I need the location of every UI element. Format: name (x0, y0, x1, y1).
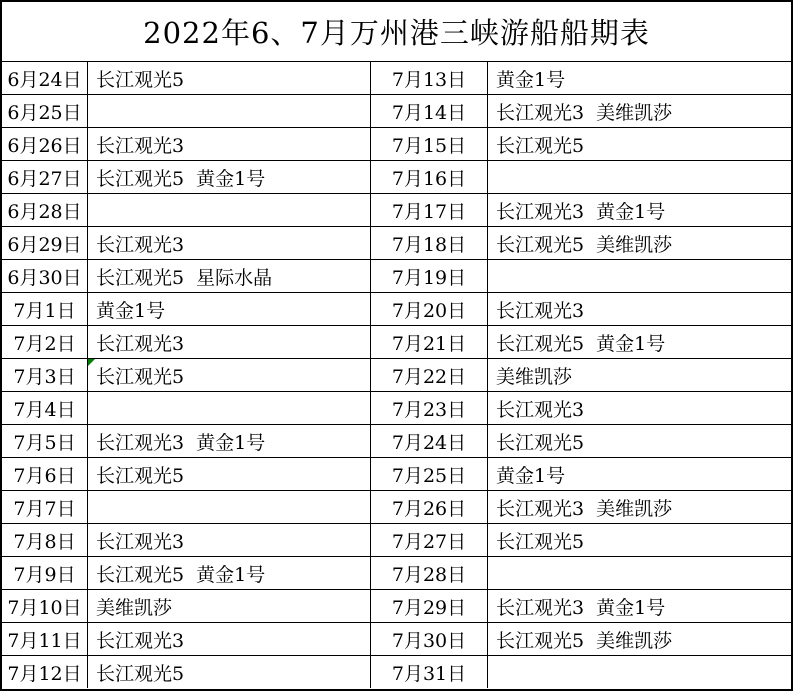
date-cell-left: 7月6日 (2, 458, 87, 490)
ships-cell-left: 黄金1号 (88, 293, 370, 325)
date-cell-left: 6月25日 (2, 95, 87, 127)
date-cell-right: 7月18日 (371, 227, 487, 259)
ships-cell-right: 黄金1号 (488, 62, 791, 94)
date-cell-left: 6月24日 (2, 62, 87, 94)
ships-cell-left (88, 392, 370, 424)
date-cell-right: 7月28日 (371, 557, 487, 589)
date-cell-left: 6月27日 (2, 161, 87, 193)
ships-cell-left: 长江观光5 黄金1号 (88, 161, 370, 193)
date-cell-right: 7月27日 (371, 524, 487, 556)
date-cell-left: 7月8日 (2, 524, 87, 556)
date-cell-right: 7月26日 (371, 491, 487, 523)
date-cell-left: 7月2日 (2, 326, 87, 358)
ships-cell-right: 长江观光5 美维凯莎 (488, 623, 791, 655)
date-cell-right: 7月25日 (371, 458, 487, 490)
ships-cell-right: 长江观光3 (488, 293, 791, 325)
date-cell-right: 7月13日 (371, 62, 487, 94)
ships-cell-right: 长江观光5 (488, 524, 791, 556)
date-cell-left: 6月30日 (2, 260, 87, 292)
ships-cell-right (488, 557, 791, 589)
date-cell-right: 7月22日 (371, 359, 487, 391)
date-cell-right: 7月16日 (371, 161, 487, 193)
ships-cell-right: 美维凯莎 (488, 359, 791, 391)
error-indicator-icon (88, 359, 95, 366)
ships-cell-left: 长江观光3 (88, 227, 370, 259)
date-cell-right: 7月14日 (371, 95, 487, 127)
date-cell-left: 7月9日 (2, 557, 87, 589)
ships-cell-right: 长江观光5 黄金1号 (488, 326, 791, 358)
ships-cell-right: 长江观光3 黄金1号 (488, 194, 791, 226)
ships-cell-left: 长江观光3 黄金1号 (88, 425, 370, 457)
page-title: 2022年6、7月万州港三峡游船船期表 (2, 2, 791, 62)
date-cell-right: 7月30日 (371, 623, 487, 655)
date-cell-right: 7月21日 (371, 326, 487, 358)
ships-cell-left (88, 194, 370, 226)
ships-cell-right: 长江观光3 美维凯莎 (488, 491, 791, 523)
date-cell-right: 7月29日 (371, 590, 487, 622)
ships-cell-right: 长江观光5 (488, 425, 791, 457)
ships-cell-left: 长江观光5 星际水晶 (88, 260, 370, 292)
date-cell-right: 7月24日 (371, 425, 487, 457)
date-cell-right: 7月31日 (371, 656, 487, 688)
ships-cell-left (88, 95, 370, 127)
ships-cell-left: 长江观光3 (88, 524, 370, 556)
ships-cell-left: 长江观光5 (88, 458, 370, 490)
date-cell-left: 7月5日 (2, 425, 87, 457)
date-cell-left: 6月29日 (2, 227, 87, 259)
date-cell-left: 7月4日 (2, 392, 87, 424)
date-cell-left: 7月10日 (2, 590, 87, 622)
date-cell-right: 7月23日 (371, 392, 487, 424)
ships-cell-right (488, 656, 791, 688)
ships-cell-right: 黄金1号 (488, 458, 791, 490)
date-cell-right: 7月19日 (371, 260, 487, 292)
date-cell-left: 7月7日 (2, 491, 87, 523)
date-cell-right: 7月20日 (371, 293, 487, 325)
date-cell-left: 7月1日 (2, 293, 87, 325)
ships-cell-left: 长江观光5 黄金1号 (88, 557, 370, 589)
date-cell-left: 7月12日 (2, 656, 87, 688)
ships-cell-right: 长江观光5 (488, 128, 791, 160)
date-cell-left: 7月3日 (2, 359, 87, 391)
ships-cell-right: 长江观光5 美维凯莎 (488, 227, 791, 259)
schedule-table (2, 62, 791, 688)
ships-cell-right: 长江观光3 (488, 392, 791, 424)
ships-cell-left: 长江观光3 (88, 128, 370, 160)
date-cell-right: 7月17日 (371, 194, 487, 226)
ships-cell-left: 长江观光3 (88, 623, 370, 655)
ships-cell-left (88, 491, 370, 523)
date-cell-left: 7月11日 (2, 623, 87, 655)
ships-cell-right (488, 260, 791, 292)
ships-cell-left: 美维凯莎 (88, 590, 370, 622)
date-cell-left: 6月26日 (2, 128, 87, 160)
ships-cell-right: 长江观光3 黄金1号 (488, 590, 791, 622)
ships-cell-left: 长江观光5 (88, 656, 370, 688)
date-cell-left: 6月28日 (2, 194, 87, 226)
ships-cell-right (488, 161, 791, 193)
ships-cell-left: 长江观光3 (88, 326, 370, 358)
ships-cell-left: 长江观光5 (88, 62, 370, 94)
ships-cell-right: 长江观光3 美维凯莎 (488, 95, 791, 127)
ships-cell-left: 长江观光5 (88, 359, 370, 391)
date-cell-right: 7月15日 (371, 128, 487, 160)
